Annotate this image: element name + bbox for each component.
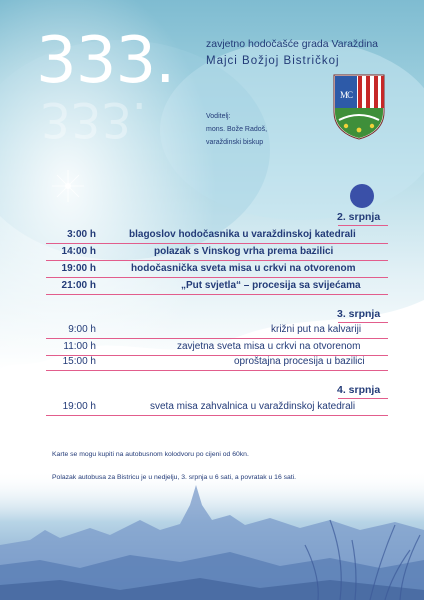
day-1-event-4-time: 21:00 h bbox=[61, 280, 96, 291]
day-1-event-3-time: 19:00 h bbox=[61, 263, 96, 274]
moon-icon bbox=[350, 184, 374, 208]
day-1-date-underline bbox=[338, 225, 388, 226]
day-3-event-1-time: 19:00 h bbox=[62, 401, 96, 412]
separator-line bbox=[46, 415, 388, 416]
day-2-date-underline bbox=[338, 322, 388, 323]
leader-name: mons. Bože Radoš, bbox=[206, 126, 268, 133]
day-2-date: 3. srpnja bbox=[337, 308, 381, 320]
coat-of-arms-icon bbox=[333, 74, 385, 140]
edition-number-reflection: 333. bbox=[40, 91, 147, 147]
day-1-date: 2. srpnja bbox=[337, 211, 381, 223]
day-1-event-1-time: 3:00 h bbox=[67, 229, 96, 240]
crest-letter-m: M bbox=[340, 90, 349, 100]
day-1-event-4-text: „Put svjetla“ – procesija sa svijećama bbox=[181, 280, 361, 291]
day-1-event-3-text: hodočasnička sveta misa u crkvi na otvorenom bbox=[131, 263, 356, 274]
leader-role: varaždinski biskup bbox=[206, 139, 264, 146]
day-2-event-1-time: 9:00 h bbox=[68, 324, 96, 335]
leader-block bbox=[206, 110, 267, 149]
tickets-note: Karte se mogu kupiti na autobusnom kolodvoru po cijeni od 60kn. bbox=[52, 451, 249, 458]
day-3-date: 4. srpnja bbox=[337, 384, 381, 396]
day-2-event-3-text: oproštajna procesija u bazilici bbox=[234, 356, 365, 367]
day-2-event-3-time: 15:00 h bbox=[62, 356, 96, 367]
day-2-event-2-text: zavjetna sveta misa u crkvi na otvorenom bbox=[177, 341, 361, 352]
bus-note: Polazak autobusa za Bistricu je u nedjelju, 3. srpnja u 6 sati, a povratak u 16 sati. bbox=[52, 474, 297, 481]
day-1-event-2-text: polazak s Vinskog vrha prema bazilici bbox=[154, 246, 334, 257]
edition-number: 333. bbox=[36, 24, 175, 98]
separator-line bbox=[46, 243, 388, 244]
separator-line bbox=[46, 370, 388, 371]
event-title: Majci Božjoj Bistričkoj bbox=[206, 55, 340, 67]
day-3-date-underline bbox=[338, 398, 388, 399]
separator-line bbox=[46, 338, 388, 339]
separator-line bbox=[46, 294, 388, 295]
day-1-event-1-text: blagoslov hodočasnika u varaždinskoj katedrali bbox=[129, 229, 356, 240]
leader-label: Voditelj: bbox=[206, 113, 231, 120]
day-1-event-2-time: 14:00 h bbox=[61, 246, 96, 257]
day-2-event-2-time: 11:00 h bbox=[63, 341, 96, 352]
separator-line bbox=[46, 260, 388, 261]
day-2-event-1-text: križni put na kalvariji bbox=[271, 324, 362, 335]
day-3-event-1-text: sveta misa zahvalnica u varaždinskoj katedrali bbox=[150, 401, 356, 412]
separator-line bbox=[46, 277, 388, 278]
crest-letter-c: C bbox=[347, 90, 354, 100]
event-subtitle: zavjetno hodočašće grada Varaždina bbox=[206, 38, 379, 50]
